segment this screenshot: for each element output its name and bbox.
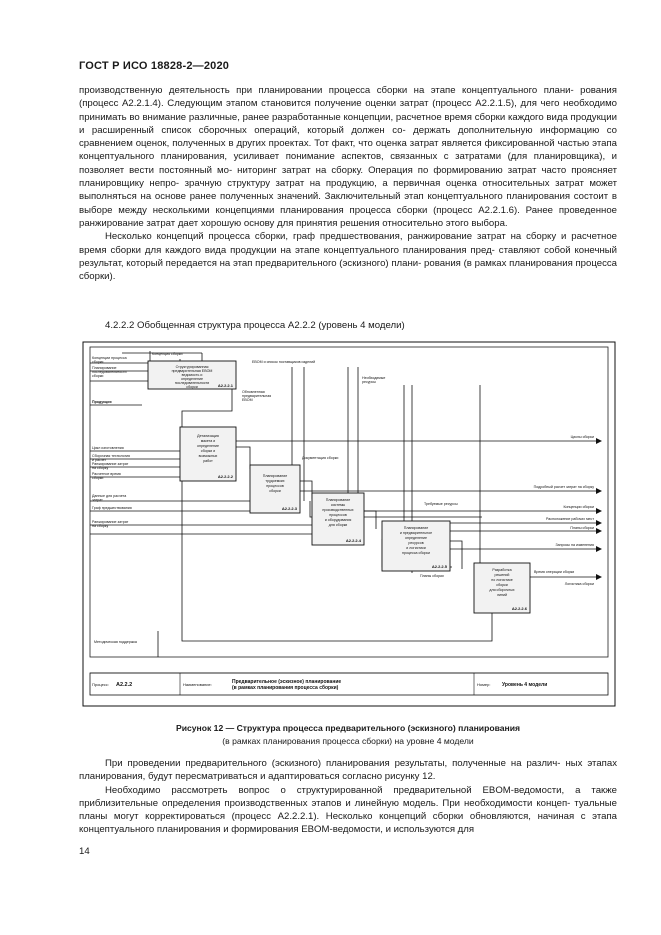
arrow-label: Необходимые ресурсы <box>362 376 386 384</box>
footer-process-name: Предварительное (эскизное) планирование (в рамках планирования процесса сборки) <box>232 679 342 691</box>
footer-level-label: Номер: <box>477 682 491 687</box>
footer-process-label: Процесс: <box>92 682 109 687</box>
footer-level-value: Уровень 4 модели <box>502 682 548 688</box>
input-label: Сборочная технология и расчет <box>92 454 130 462</box>
input-label: Ранжирование затрат на сборку <box>92 520 129 528</box>
arrow-label: Обновленная предварительная EBOM <box>242 390 272 402</box>
input-label: Граф предшествования <box>92 506 132 510</box>
arrow-label: EBOM и список поставщиков изделий <box>252 360 316 364</box>
paragraph: производственную деятельность при планировании процесса сборки на этапе концептуального плани- рования (процесс A2.2.1.4). Следующим этапом становится получение оценки затрат (процесс A2.2.1.5), для чего необходимо принимать во внимание различные, ранее разработанные концепции, расчетное время сборки каждого вида продукции и расширенный список сборочных операций, который должен со- держать дополнительную информацию со сравнением оценок, полученных в других проектах. Тот факт, что оценка затрат является фиксированной частью этапа концептуального планирования, усиливает понимание аспектов, связанных с затратами (для планировщика), и позволяет вести постоянный мо- ниторинг затрат на сборку. Операция по формированию затрат часто проясняет планировщику непро- зрачную структуру затрат на продукцию, а первичная оценка относительных затрат может выполняться на основе ранее полученных значений. Заключительный этап концептуального планирования состоит в выборе между несколькими концепциями планирования процесса сборки (процесс A2.2.1.6). Ранее проведенное ранжирование затрат дает хорошую основу для принятия решения относительно этого выбора. <box>79 85 618 229</box>
figure-caption-subtitle: (в рамках планирования процесса сборки) на уровне 4 модели <box>222 736 474 746</box>
output-label: Циклы сборки <box>570 435 594 439</box>
section-heading: 4.2.2.2 Обобщенная структура процесса A2.2.2 (уровень 4 модели) <box>105 320 405 331</box>
output-label: Подробный расчет затрат на сборку <box>533 485 594 489</box>
output-label: Планы сборки <box>570 526 594 530</box>
box-id: A2.2.2.5 <box>431 564 447 569</box>
output-label: Расположение рабочих мест <box>546 517 594 521</box>
figure-caption-title: Рисунок 12 — Структура процесса предварительного (эскизного) планирования <box>175 723 521 733</box>
box-id: A2.2.2.4 <box>345 538 361 543</box>
arrow-label: Концепция сборки <box>152 352 183 356</box>
output-label: Концепции сборки <box>563 505 594 509</box>
box-label: Планирование и предварительное определение ресурсов и логистики процесса сборки <box>399 526 433 555</box>
box-id: A2.2.2.3 <box>281 506 297 511</box>
arrow-label: Планы сборки <box>420 574 444 578</box>
box-id: A2.2.2.6 <box>511 606 527 611</box>
idef0-diagram <box>82 341 616 707</box>
input-label: Концепции процесса сборки <box>92 356 127 364</box>
page-number: 14 <box>79 846 90 857</box>
box-label: Структурированная предварительная EBOM ведомость и определение последовательности сборки <box>171 365 213 389</box>
input-label: Цикл изготовления <box>92 446 124 450</box>
input-label: Данные для расчета затрат <box>92 494 127 502</box>
input-label: Продукция <box>92 400 112 404</box>
body-text-top <box>79 84 617 283</box>
footer-process-code: A2.2.2 <box>116 682 133 688</box>
box-label: Планирование системы производственных процессов и оборудования для сборки <box>322 498 354 527</box>
output-label: Запросы на изменения <box>555 543 594 547</box>
input-label: Планирование последовательности сборки <box>92 366 127 378</box>
body-text-bottom <box>79 757 617 837</box>
box-label: Планирование трудоемких процессов сборки <box>262 474 288 493</box>
input-label: Ранжирование затрат на сборку <box>92 462 129 470</box>
box-label: Разработка решений по логистике сборки для сборочных линий <box>489 568 515 597</box>
paragraph: Необходимо рассмотреть вопрос о структурированной предварительной EBOM-ведомости, а также приблизительные определения производственных этапов и линейную модель. При необходимости концеп- туальные планы могут корректироваться (процесс A2.2.2.1). Несколько концепций сборки обновляются, начиная с этапа концептуального планирования и формирования EBOM-ведомости, и используются для <box>79 784 617 836</box>
arrow-label: Время операции сборки <box>534 570 575 574</box>
box-id: A2.2.2.2 <box>217 474 233 479</box>
arrow-label: Требуемые ресурсы <box>424 502 458 506</box>
paragraph: Несколько концепций процесса сборки, граф предшествования, ранжирование затрат на сборку и расчетное время сборки для каждого вида продукции на этапе концептуального планирования пред- ставляют собой конечный результат, который передается на этап предварительного (эскизного) плани- рования (в рамках планирования процесса сборки). <box>79 231 618 283</box>
arrow-label: Документация сборки <box>302 456 339 460</box>
footer-name-label: Наименование: <box>183 682 212 687</box>
paragraph: При проведении предварительного (эскизного) планирования результаты, полученные на различ- ных этапах планирования, будут пересматриваться и адаптироваться согласно рисунку 12. <box>79 758 618 783</box>
input-label: Расчетное время сборки <box>92 472 121 480</box>
box-label: Детализация макета и определение сборки и возможных работ <box>197 434 219 463</box>
box-id: A2.2.2.1 <box>217 383 233 388</box>
output-label: Логистика сборки <box>564 582 594 586</box>
document-header: ГОСТ Р ИСО 18828-2—2020 <box>79 60 230 72</box>
mechanism-label: Методическая поддержка <box>94 640 137 644</box>
